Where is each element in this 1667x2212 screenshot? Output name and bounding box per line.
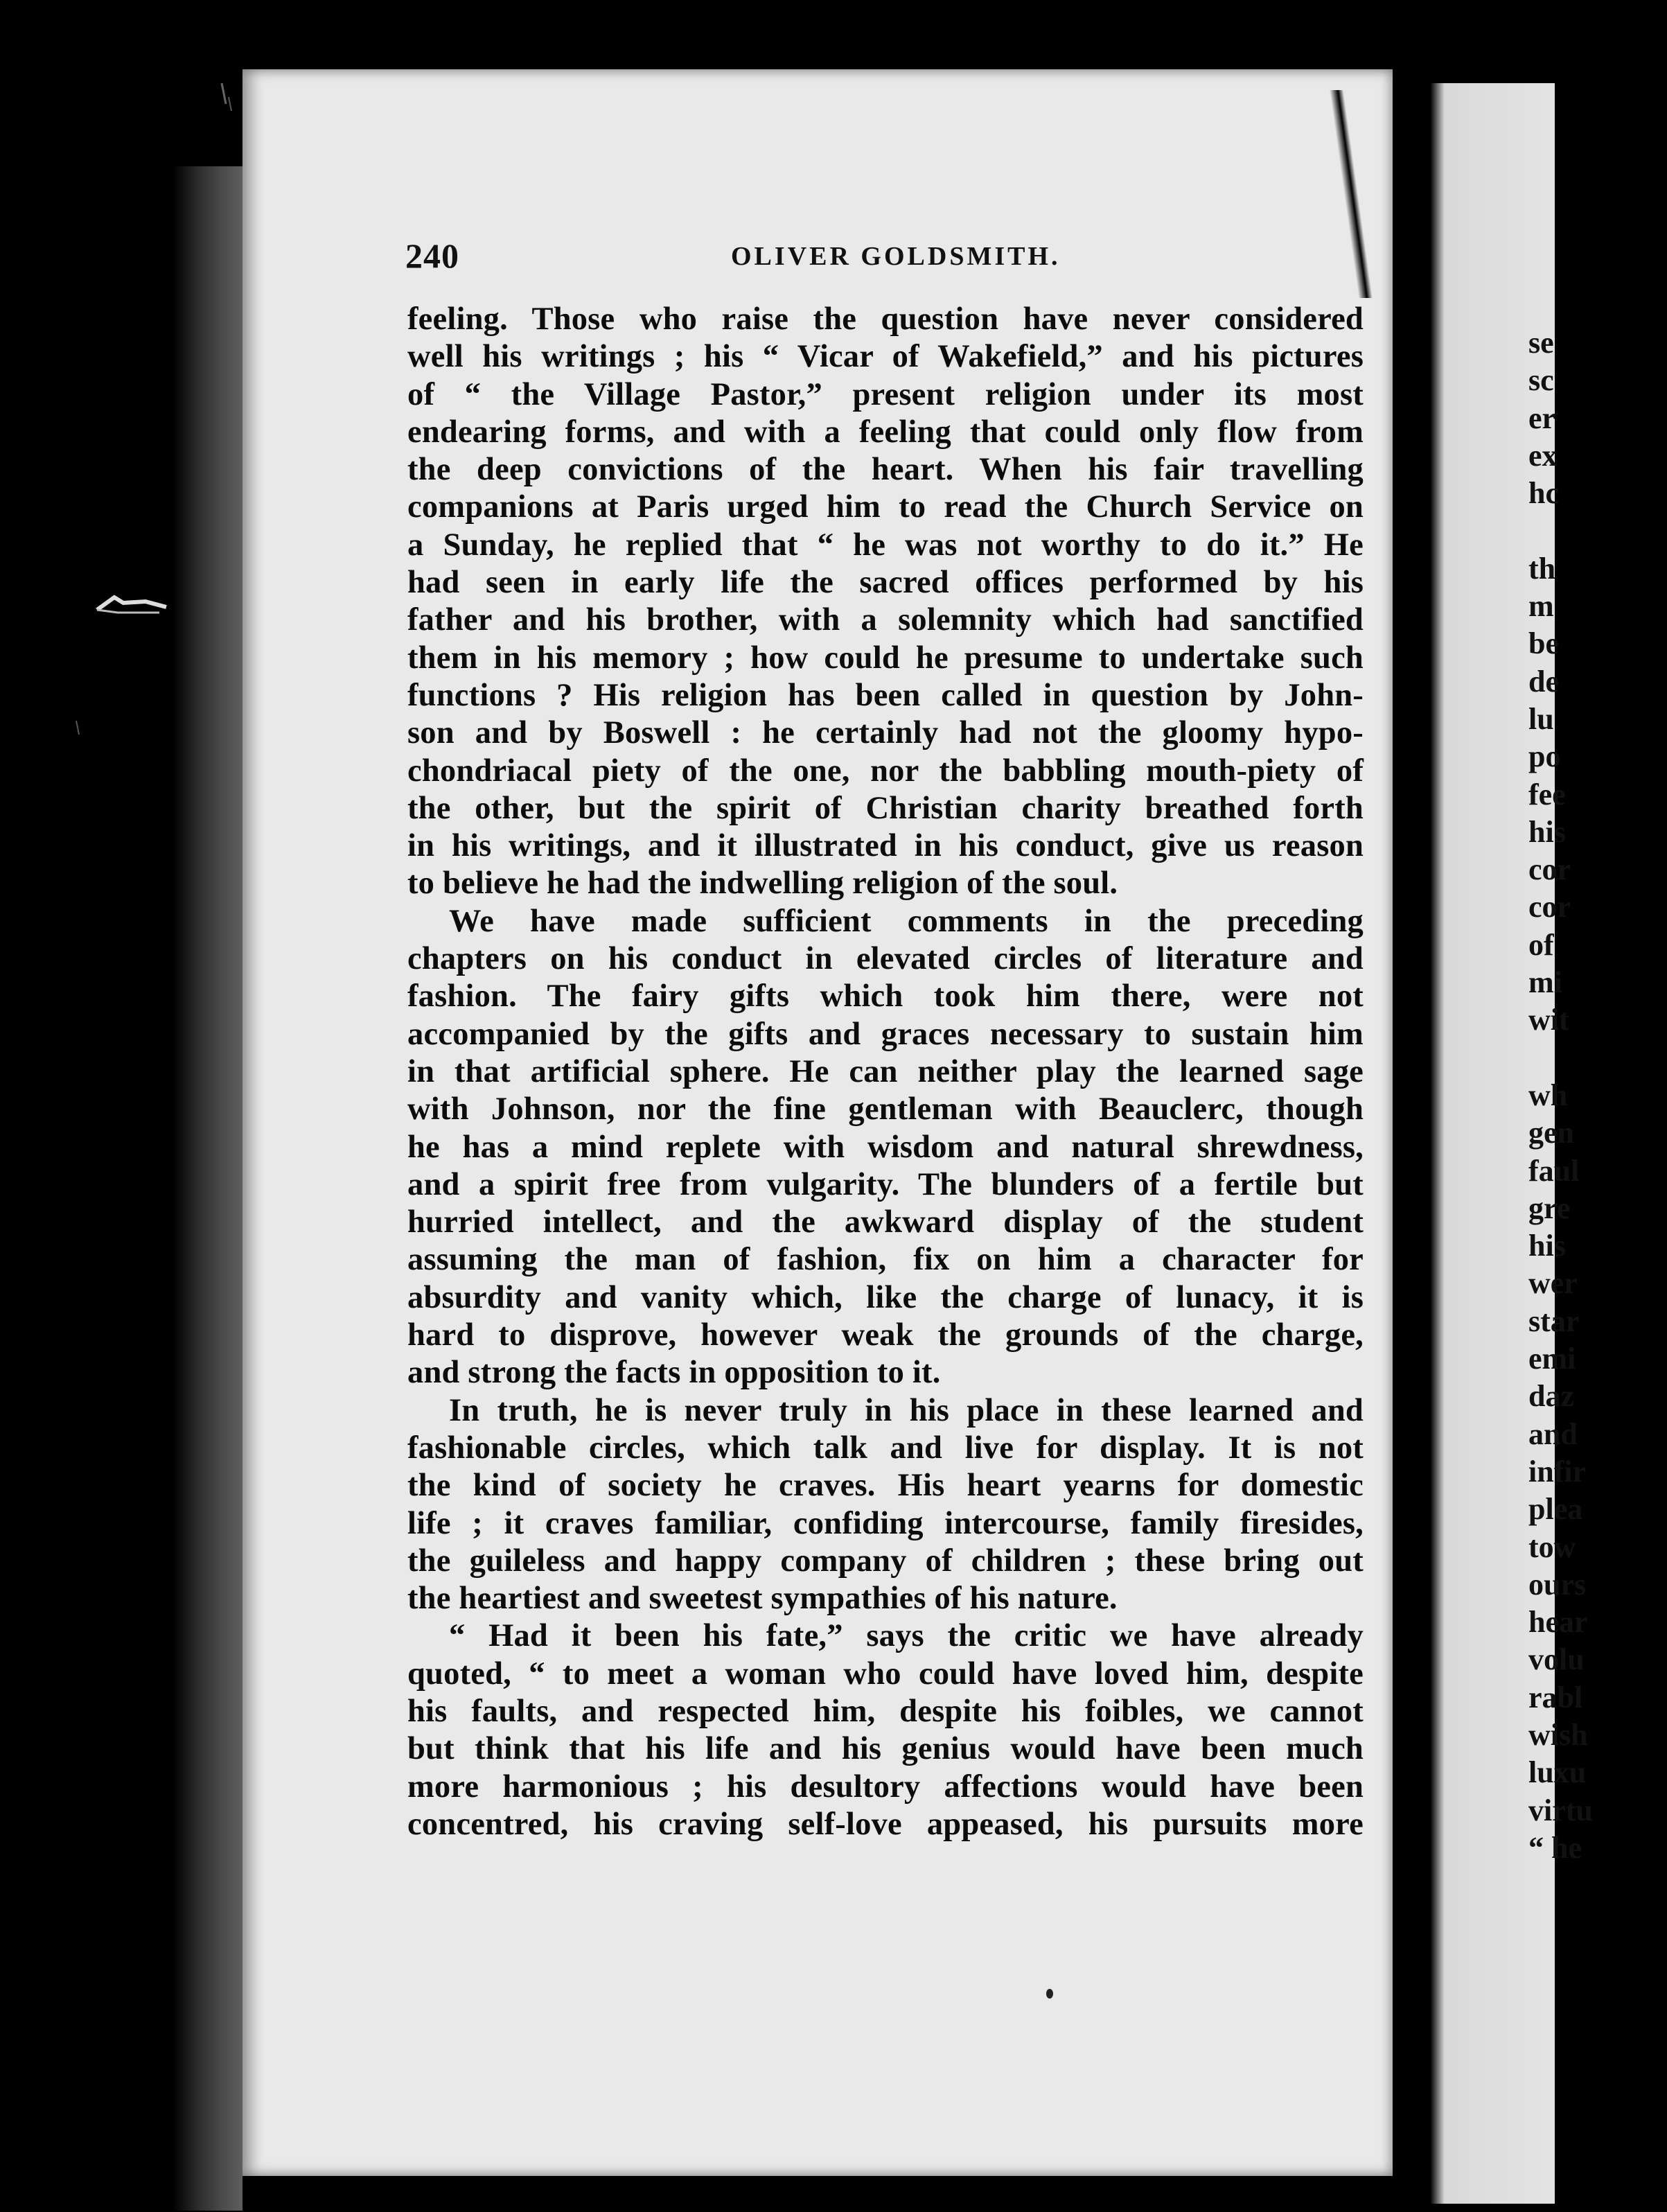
text-line: more harmonious ; his desultory affections would have been	[407, 1768, 1364, 1805]
facing-page-fragment: daz	[1528, 1379, 1574, 1414]
facing-page-fragment: luxu	[1528, 1755, 1587, 1790]
text-line: chondriacal piety of the one, nor the babbling mouth-piety of	[407, 753, 1364, 789]
facing-page-fragment: er	[1528, 401, 1556, 435]
facing-page-fragment: wer	[1528, 1266, 1578, 1301]
facing-page-fragment: emi	[1528, 1342, 1576, 1376]
text-line: chapters on his conduct in elevated circles of literature and	[407, 941, 1364, 977]
text-line: a Sunday, he replied that “ he was not worthy to do it.” He	[407, 527, 1364, 563]
text-line: to believe he had the indwelling religion of the soul.	[407, 866, 1118, 902]
text-line: father and his brother, with a solemnity which had sanctified	[407, 602, 1364, 638]
facing-page-fragment: infir	[1528, 1454, 1587, 1489]
text-line: endearing forms, and with a feeling that could only flow from	[407, 414, 1364, 450]
facing-page-fragment: his	[1528, 814, 1566, 849]
ink-speck	[1046, 1989, 1053, 1999]
facing-page-fragment: mi	[1528, 965, 1562, 1000]
facing-page-fragment: wish	[1528, 1717, 1588, 1752]
facing-page-fragment: wh	[1528, 1078, 1568, 1112]
text-line: In truth, he is never truly in his place in these learned and	[449, 1392, 1364, 1428]
facing-page-fragment	[1528, 512, 1667, 550]
facing-page-text	[1528, 324, 1667, 1867]
facing-page-fragment: cor	[1528, 890, 1571, 924]
facing-page-fragment	[1528, 1039, 1667, 1077]
facing-page-fragment: “ he	[1528, 1830, 1582, 1865]
facing-page-fragment: hc	[1528, 476, 1559, 511]
facing-page-fragment: rabl	[1528, 1680, 1583, 1714]
text-line: hurried intellect, and the awkward display of the student	[407, 1204, 1364, 1240]
text-line: feeling. Those who raise the question have never considered	[407, 301, 1364, 337]
facing-page-fragment: cor	[1528, 852, 1571, 887]
facing-page-fragment: th	[1528, 551, 1556, 586]
text-line: had seen in early life the sacred offices performed by his	[407, 565, 1364, 601]
text-line: the heartiest and sweetest sympathies of his nature.	[407, 1581, 1118, 1617]
running-head-title: OLIVER GOLDSMITH.	[731, 242, 1061, 271]
text-line: quoted, “ to meet a woman who could have loved him, despite	[407, 1656, 1364, 1692]
text-line: fashionable circles, which talk and live for display. It is not	[407, 1430, 1364, 1466]
facing-page-fragment: gre	[1528, 1191, 1571, 1225]
text-line: assuming the man of fashion, fix on him a character for	[407, 1242, 1364, 1278]
text-line: the other, but the spirit of Christian charity breathed forth	[407, 790, 1364, 826]
text-line: of “ the Village Pastor,” present religion under its most	[407, 376, 1364, 412]
facing-page-fragment: of	[1528, 927, 1554, 962]
facing-page-fragment: gen	[1528, 1116, 1574, 1150]
text-line: but think that his life and his genius would have been much	[407, 1731, 1364, 1767]
facing-page-fragment: ex	[1528, 438, 1558, 473]
text-line: accompanied by the gifts and graces necessary to sustain him	[407, 1016, 1364, 1052]
facing-page-fragment: po	[1528, 739, 1561, 774]
facing-page-fragment: m	[1528, 589, 1554, 624]
text-line: the kind of society he craves. His heart yearns for domestic	[407, 1468, 1364, 1504]
text-line: with Johnson, nor the fine gentleman with Beauclerc, though	[407, 1091, 1364, 1127]
text-line: functions ? His religion has been called in question by John-	[407, 677, 1364, 713]
text-line: in his writings, and it illustrated in his conduct, give us reason	[407, 828, 1364, 864]
facing-page-edge	[1413, 83, 1593, 2204]
text-line: and strong the facts in opposition to it.	[407, 1355, 941, 1391]
text-line: and a spirit free from vulgarity. The blunders of a fertile but	[407, 1166, 1364, 1202]
text-line: fashion. The fairy gifts which took him there, were not	[407, 978, 1364, 1015]
facing-page-fragment: tow	[1528, 1529, 1576, 1564]
page-number: 240	[405, 236, 459, 275]
text-line: son and by Boswell : he certainly had not the gloomy hypo-	[407, 715, 1364, 751]
body-text	[407, 301, 1364, 1843]
facing-page-fragment: sc	[1528, 363, 1554, 398]
text-line: life ; it craves familiar, confiding intercourse, family firesides,	[407, 1505, 1364, 1541]
facing-page-fragment: virtu	[1528, 1793, 1593, 1827]
text-line: concentred, his craving self-love appeased, his pursuits more	[407, 1806, 1364, 1842]
text-line: the deep convictions of the heart. When his fair travelling	[407, 452, 1364, 488]
facing-page-fragment: se	[1528, 326, 1554, 360]
facing-page-fragment: plea	[1528, 1492, 1583, 1527]
facing-page-fragment: lu	[1528, 701, 1554, 736]
text-line: absurdity and vanity which, like the charge of lunacy, it is	[407, 1279, 1364, 1315]
running-head	[405, 236, 1361, 277]
facing-page-fragment: fee	[1528, 777, 1566, 811]
facing-page-fragment: star	[1528, 1304, 1580, 1338]
facing-page-fragment: de	[1528, 664, 1559, 699]
facing-page-fragment: wit	[1528, 1003, 1569, 1037]
text-line: well his writings ; his “ Vicar of Wakefield,” and his pictures	[407, 339, 1364, 375]
text-line: We have made sufficient comments in the preceding	[449, 903, 1364, 939]
text-line: his faults, and respected him, despite his foibles, we cannot	[407, 1693, 1364, 1729]
text-line: companions at Paris urged him to read the Church Service on	[407, 489, 1364, 525]
text-line: them in his memory ; how could he presume to undertake such	[407, 640, 1364, 676]
facing-page-fragment: be	[1528, 626, 1559, 661]
facing-page-fragment: and	[1528, 1416, 1578, 1451]
text-line: “ Had it been his fate,” says the critic we have already	[449, 1618, 1364, 1654]
margin-debris-marks	[0, 0, 236, 2212]
facing-page-fragment: ours	[1528, 1567, 1587, 1601]
facing-page-fragment: hear	[1528, 1605, 1588, 1640]
text-line: the guileless and happy company of children ; these bring out	[407, 1543, 1364, 1579]
text-line: in that artificial sphere. He can neither play the learned sage	[407, 1053, 1364, 1089]
facing-page-fragment: his	[1528, 1229, 1566, 1263]
text-line: hard to disprove, however weak the grounds of the charge,	[407, 1317, 1364, 1353]
facing-page-fragment: faul	[1528, 1153, 1580, 1188]
facing-page-fragment: volu	[1528, 1642, 1585, 1677]
text-line: he has a mind replete with wisdom and natural shrewdness,	[407, 1129, 1364, 1165]
